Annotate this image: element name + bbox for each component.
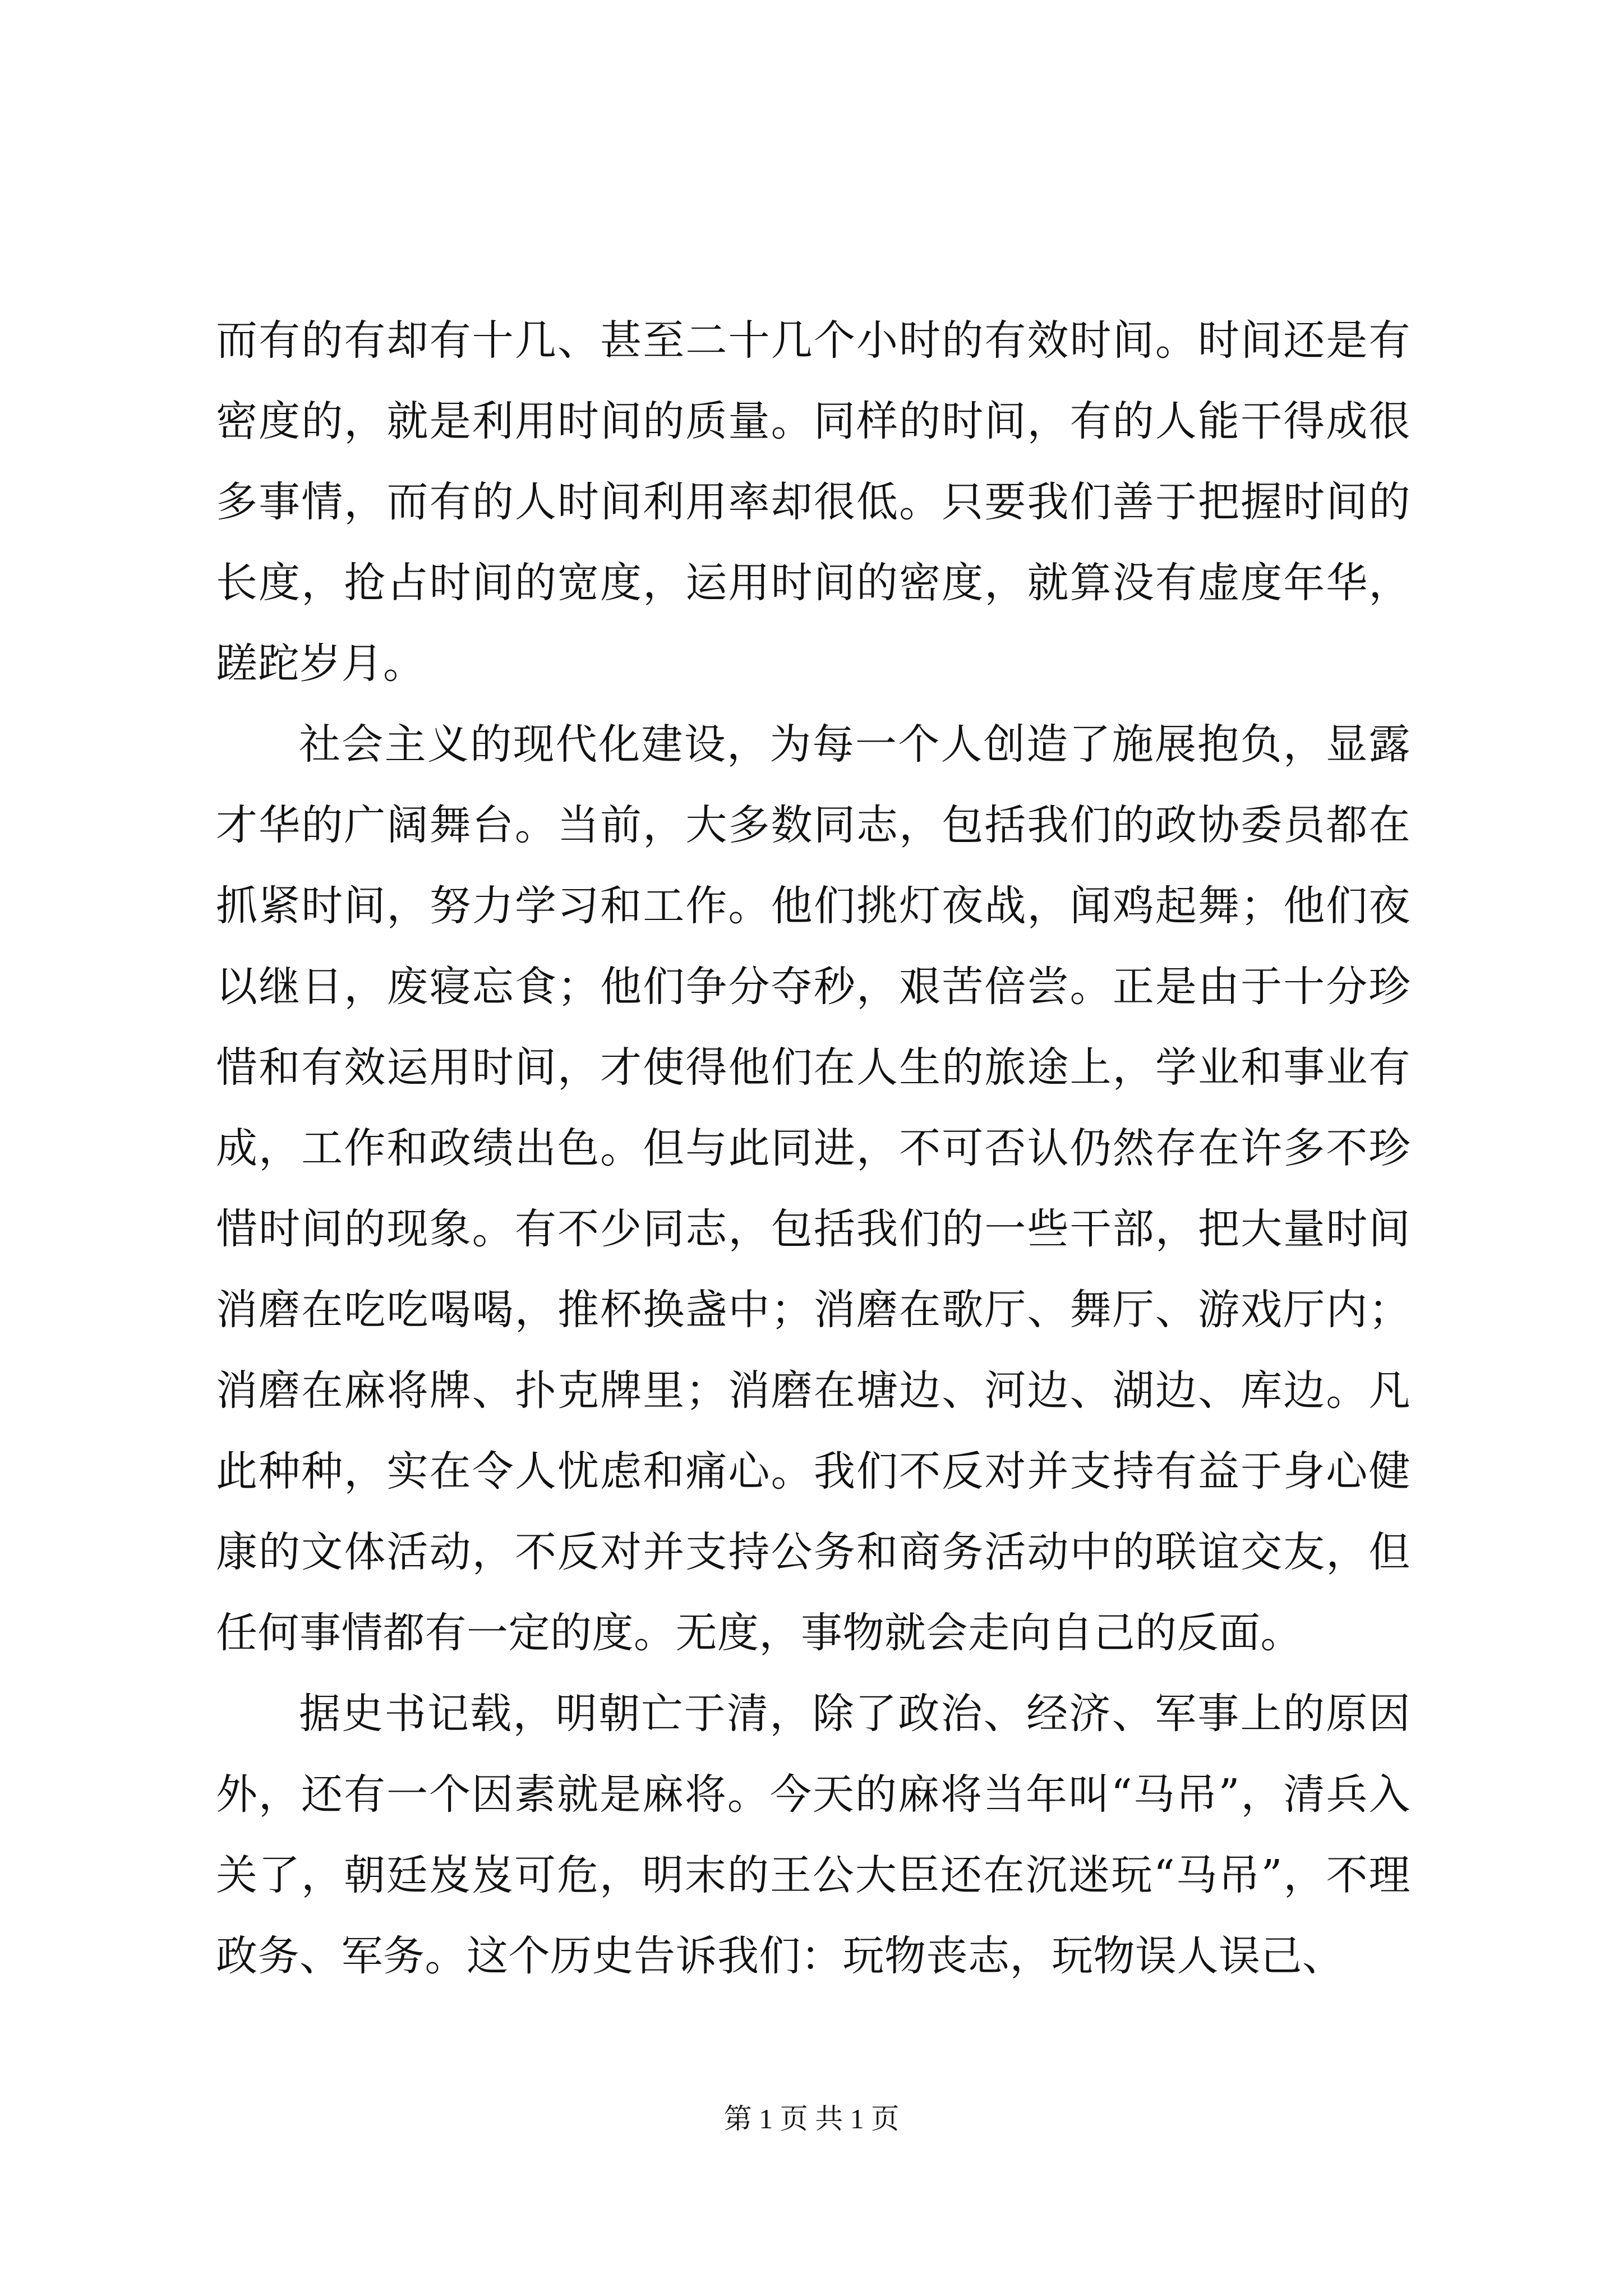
paragraph-2: 社会主义的现代化建设，为每一个人创造了施展抱负，显露才华的广阔舞台。当前，大多数同志，包括我们的政协委员都在抓紧时间，努力学习和工作。他们挑灯夜战，闻鸡起舞；他们夜以继日，废寝忘食；他们争分夺秒，艰苦倍尝。正是由于十分珍惜和有效运用时间，才使得他们在人生的旅途上，学业和事业有成，工作和政绩出色。但与此同进，不可否认仍然存在许多不珍惜时间的现象。有不少同志，包括我们的一些干部，把大量时间消磨在吃吃喝喝，推杯换盏中；消磨在歌厅、舞厅、游戏厅内；消磨在麻将牌、扑克牌里；消磨在塘边、河边、湖边、库边。凡此种种，实在令人忧虑和痛心。我们不反对并支持有益于身心健康的文体活动，不反对并支持公务和商务活动中的联谊交友，但任何事情都有一定的度。无度，事物就会走向自己的反面。 bbox=[216, 720, 1410, 1657]
paragraph-1: 而有的有却有十几、甚至二十几个小时的有效时间。时间还是有密度的，就是利用时间的质量。同样的时间，有的人能干得成很多事情，而有的人时间利用率却很低。只要我们善于把握时间的长度，抢占时间的宽度，运用时间的密度，就算没有虚度年华，蹉跎岁月。 bbox=[216, 316, 1410, 688]
paragraph-3: 据史书记载，明朝亡于清，除了政治、经济、军事上的原因外，还有一个因素就是麻将。今天的麻将当年叫“马吊”，清兵入关了，朝廷岌岌可危，明末的王公大臣还在沉迷玩“马吊”，不理政务、军务。这个历史告诉我们：玩物丧志，玩物误人误己、 bbox=[216, 1690, 1410, 1980]
page-number-footer: 第 1 页 共 1 页 bbox=[723, 2103, 900, 2134]
document-body bbox=[216, 300, 1410, 1996]
